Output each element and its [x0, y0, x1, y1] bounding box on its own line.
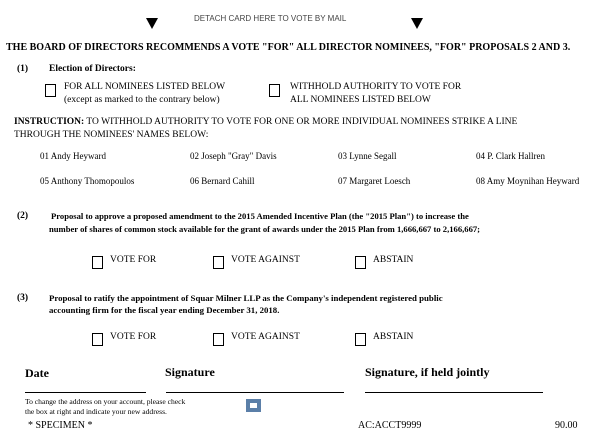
withhold-all-sublabel: ALL NOMINEES LISTED BELOW [290, 95, 431, 105]
item2-text-line1: Proposal to approve a proposed amendment to the 2015 Amended Incentive Plan (the "2015 Plan") to increase the [51, 211, 469, 221]
item2-number: (2) [17, 211, 29, 221]
date-line[interactable] [25, 392, 146, 393]
address-change-checkbox[interactable] [246, 399, 261, 412]
withhold-all-checkbox[interactable] [269, 84, 280, 97]
instruction-label: INSTRUCTION: [14, 117, 85, 127]
item3-vote-against-label: VOTE AGAINST [231, 332, 300, 342]
item3-number: (3) [17, 293, 29, 303]
item3-vote-for-checkbox[interactable] [92, 333, 103, 346]
item3-vote-against-checkbox[interactable] [213, 333, 224, 346]
address-change-line2: the box at right and indicate your new address. [25, 407, 167, 416]
nominee-item[interactable]: 06 Bernard Cahill [190, 176, 255, 186]
item2-vote-against-label: VOTE AGAINST [231, 255, 300, 265]
joint-signature-line[interactable] [365, 392, 543, 393]
nominee-item[interactable]: 01 Andy Heyward [40, 151, 106, 161]
date-label: Date [25, 366, 49, 380]
signature-line[interactable] [166, 392, 344, 393]
nominee-item[interactable]: 02 Joseph "Gray" Davis [190, 151, 277, 161]
account-code: AC:ACCT9999 [358, 420, 422, 431]
nominee-item[interactable]: 03 Lynne Segall [338, 151, 397, 161]
nominee-item[interactable]: 08 Amy Moynihan Heyward [476, 176, 580, 186]
item3-vote-for-label: VOTE FOR [110, 332, 157, 342]
detach-arrow-right-icon [411, 18, 423, 29]
item2-abstain-checkbox[interactable] [355, 256, 366, 269]
specimen-label: * SPECIMEN * [28, 420, 93, 431]
detach-instruction: DETACH CARD HERE TO VOTE BY MAIL [194, 14, 347, 23]
nominee-item[interactable]: 07 Margaret Loesch [338, 176, 411, 186]
address-change-line1: To change the address on your account, please check [25, 397, 186, 406]
nominee-item[interactable]: 05 Anthony Thomopoulos [40, 176, 135, 186]
item3-abstain-label: ABSTAIN [373, 332, 414, 342]
item3-text-line1: Proposal to ratify the appointment of Squar Milner LLP as the Company's independent registered public [49, 293, 443, 303]
item2-abstain-label: ABSTAIN [373, 255, 414, 265]
item2-vote-for-label: VOTE FOR [110, 255, 157, 265]
nominee-item[interactable]: 04 P. Clark Hallren [476, 151, 545, 161]
item1-number: (1) [17, 64, 29, 74]
instruction-text [14, 117, 517, 127]
for-all-nominees-sublabel: (except as marked to the contrary below) [64, 95, 220, 105]
item2-text-line2: number of shares of common stock available for the grant of awards under the 2015 Plan from 1,666,667 to 2,166,667; [49, 224, 481, 234]
item3-abstain-checkbox[interactable] [355, 333, 366, 346]
withhold-all-label: WITHHOLD AUTHORITY TO VOTE FOR [290, 82, 462, 92]
for-all-nominees-label: FOR ALL NOMINEES LISTED BELOW [64, 82, 226, 92]
item2-vote-for-checkbox[interactable] [92, 256, 103, 269]
for-all-nominees-checkbox[interactable] [45, 84, 56, 97]
instruction-line1: TO WITHHOLD AUTHORITY TO VOTE FOR ONE OR MORE INDIVIDUAL NOMINEES STRIKE A LINE [84, 117, 518, 127]
board-recommendation: THE BOARD OF DIRECTORS RECOMMENDS A VOTE "FOR" ALL DIRECTOR NOMINEES, "FOR" PROPOSALS 2 AND 3. [6, 42, 571, 53]
amount-value: 90.00 [555, 420, 578, 431]
detach-arrow-left-icon [146, 18, 158, 29]
signature-label: Signature [165, 365, 215, 379]
instruction-line2: THROUGH THE NOMINEES' NAMES BELOW: [14, 130, 209, 140]
joint-signature-label: Signature, if held jointly [365, 365, 490, 379]
item3-text-line2: accounting firm for the fiscal year ending December 31, 2018. [49, 305, 280, 315]
item2-vote-against-checkbox[interactable] [213, 256, 224, 269]
item1-title: Election of Directors: [49, 64, 136, 74]
